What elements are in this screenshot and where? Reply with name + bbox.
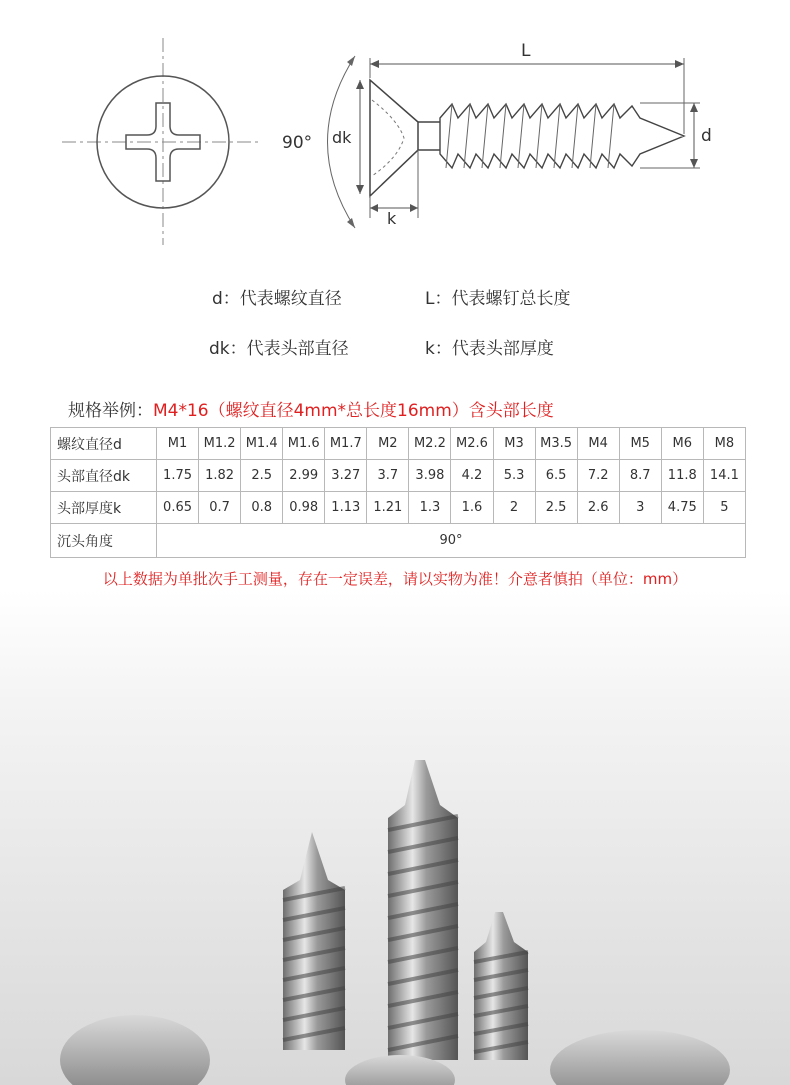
table-cell: M4 [577,428,619,460]
legend-L: L：代表螺钉总长度 [425,289,571,309]
row-head-diameter [51,460,746,492]
dk-arrow-top [356,80,364,89]
table-cell: 1.13 [325,492,367,524]
screw-dimension-diagram [0,0,790,260]
table-cell: M1.2 [199,428,241,460]
d-arrow-bottom [690,159,698,168]
table-cell: 0.8 [241,492,283,524]
table-cell: 1.21 [367,492,409,524]
table-cell: M6 [661,428,703,460]
table-cell: 0.98 [283,492,325,524]
row-countersink-angle [51,524,746,558]
table-cell: 0.7 [199,492,241,524]
row-header: 头部厚度k [51,492,157,524]
table-cell: 6.5 [535,460,577,492]
angle-value: 90° [157,524,746,558]
table-cell: M3 [493,428,535,460]
angle-label: 90° [282,133,313,153]
table-cell: 8.7 [619,460,661,492]
table-cell: 7.2 [577,460,619,492]
d-arrow-top [690,103,698,112]
table-cell: 2.5 [535,492,577,524]
product-photo [0,590,790,1085]
dk-arrow-bottom [356,185,364,194]
row-head-thickness [51,492,746,524]
table-cell: M5 [619,428,661,460]
spec-example [68,396,554,421]
table-cell: M2.2 [409,428,451,460]
table-cell: 4.2 [451,460,493,492]
row-header: 螺纹直径d [51,428,157,460]
table-cell: M2.6 [451,428,493,460]
measurement-note: 以上数据为单批次手工测量，存在一定误差，请以实物为准！介意者慎拍（单位：mm） [102,570,688,588]
table-cell: M2 [367,428,409,460]
table-cell: 5.3 [493,460,535,492]
L-arrow-right [675,60,684,68]
legend-k: k：代表头部厚度 [425,339,554,359]
table-cell: 3.27 [325,460,367,492]
screw-threads [440,104,684,168]
table-cell: 2.5 [241,460,283,492]
k-arrow-right [410,204,418,212]
d-label: d [701,126,712,146]
table-cell: M1 [157,428,199,460]
k-label: k [387,209,397,228]
L-arrow-left [370,60,379,68]
row-thread-diameter [51,428,746,460]
L-label: L [521,41,531,61]
table-cell: M1.6 [283,428,325,460]
legend-dk: dk：代表头部直径 [209,339,349,359]
spec-example-label: 规格举例： [68,401,153,421]
table-cell: 2.6 [577,492,619,524]
row-header: 头部直径dk [51,460,157,492]
table-cell: 14.1 [703,460,745,492]
table-cell: 1.3 [409,492,451,524]
k-arrow-left [370,204,378,212]
table-cell: 2 [493,492,535,524]
table-cell: 2.99 [283,460,325,492]
table-cell: M1.4 [241,428,283,460]
spec-table [50,427,746,558]
table-cell: 4.75 [661,492,703,524]
table-cell: 1.75 [157,460,199,492]
table-cell: M3.5 [535,428,577,460]
table-cell: 3.7 [367,460,409,492]
table-cell: 0.65 [157,492,199,524]
table-cell: 1.82 [199,460,241,492]
table-cell: 3.98 [409,460,451,492]
angle-arrow-top [347,56,355,66]
dk-label: dk [332,128,352,147]
legend-d: d：代表螺纹直径 [212,289,342,309]
angle-arrow-bottom [347,218,355,228]
table-cell: 5 [703,492,745,524]
row-header: 沉头角度 [51,524,157,558]
table-cell: M1.7 [325,428,367,460]
table-cell: 1.6 [451,492,493,524]
table-cell: M8 [703,428,745,460]
table-cell: 11.8 [661,460,703,492]
screw-head-side [370,80,418,196]
table-cell: 3 [619,492,661,524]
spec-example-value: M4*16（螺纹直径4mm*总长度16mm）含头部长度 [153,401,554,421]
